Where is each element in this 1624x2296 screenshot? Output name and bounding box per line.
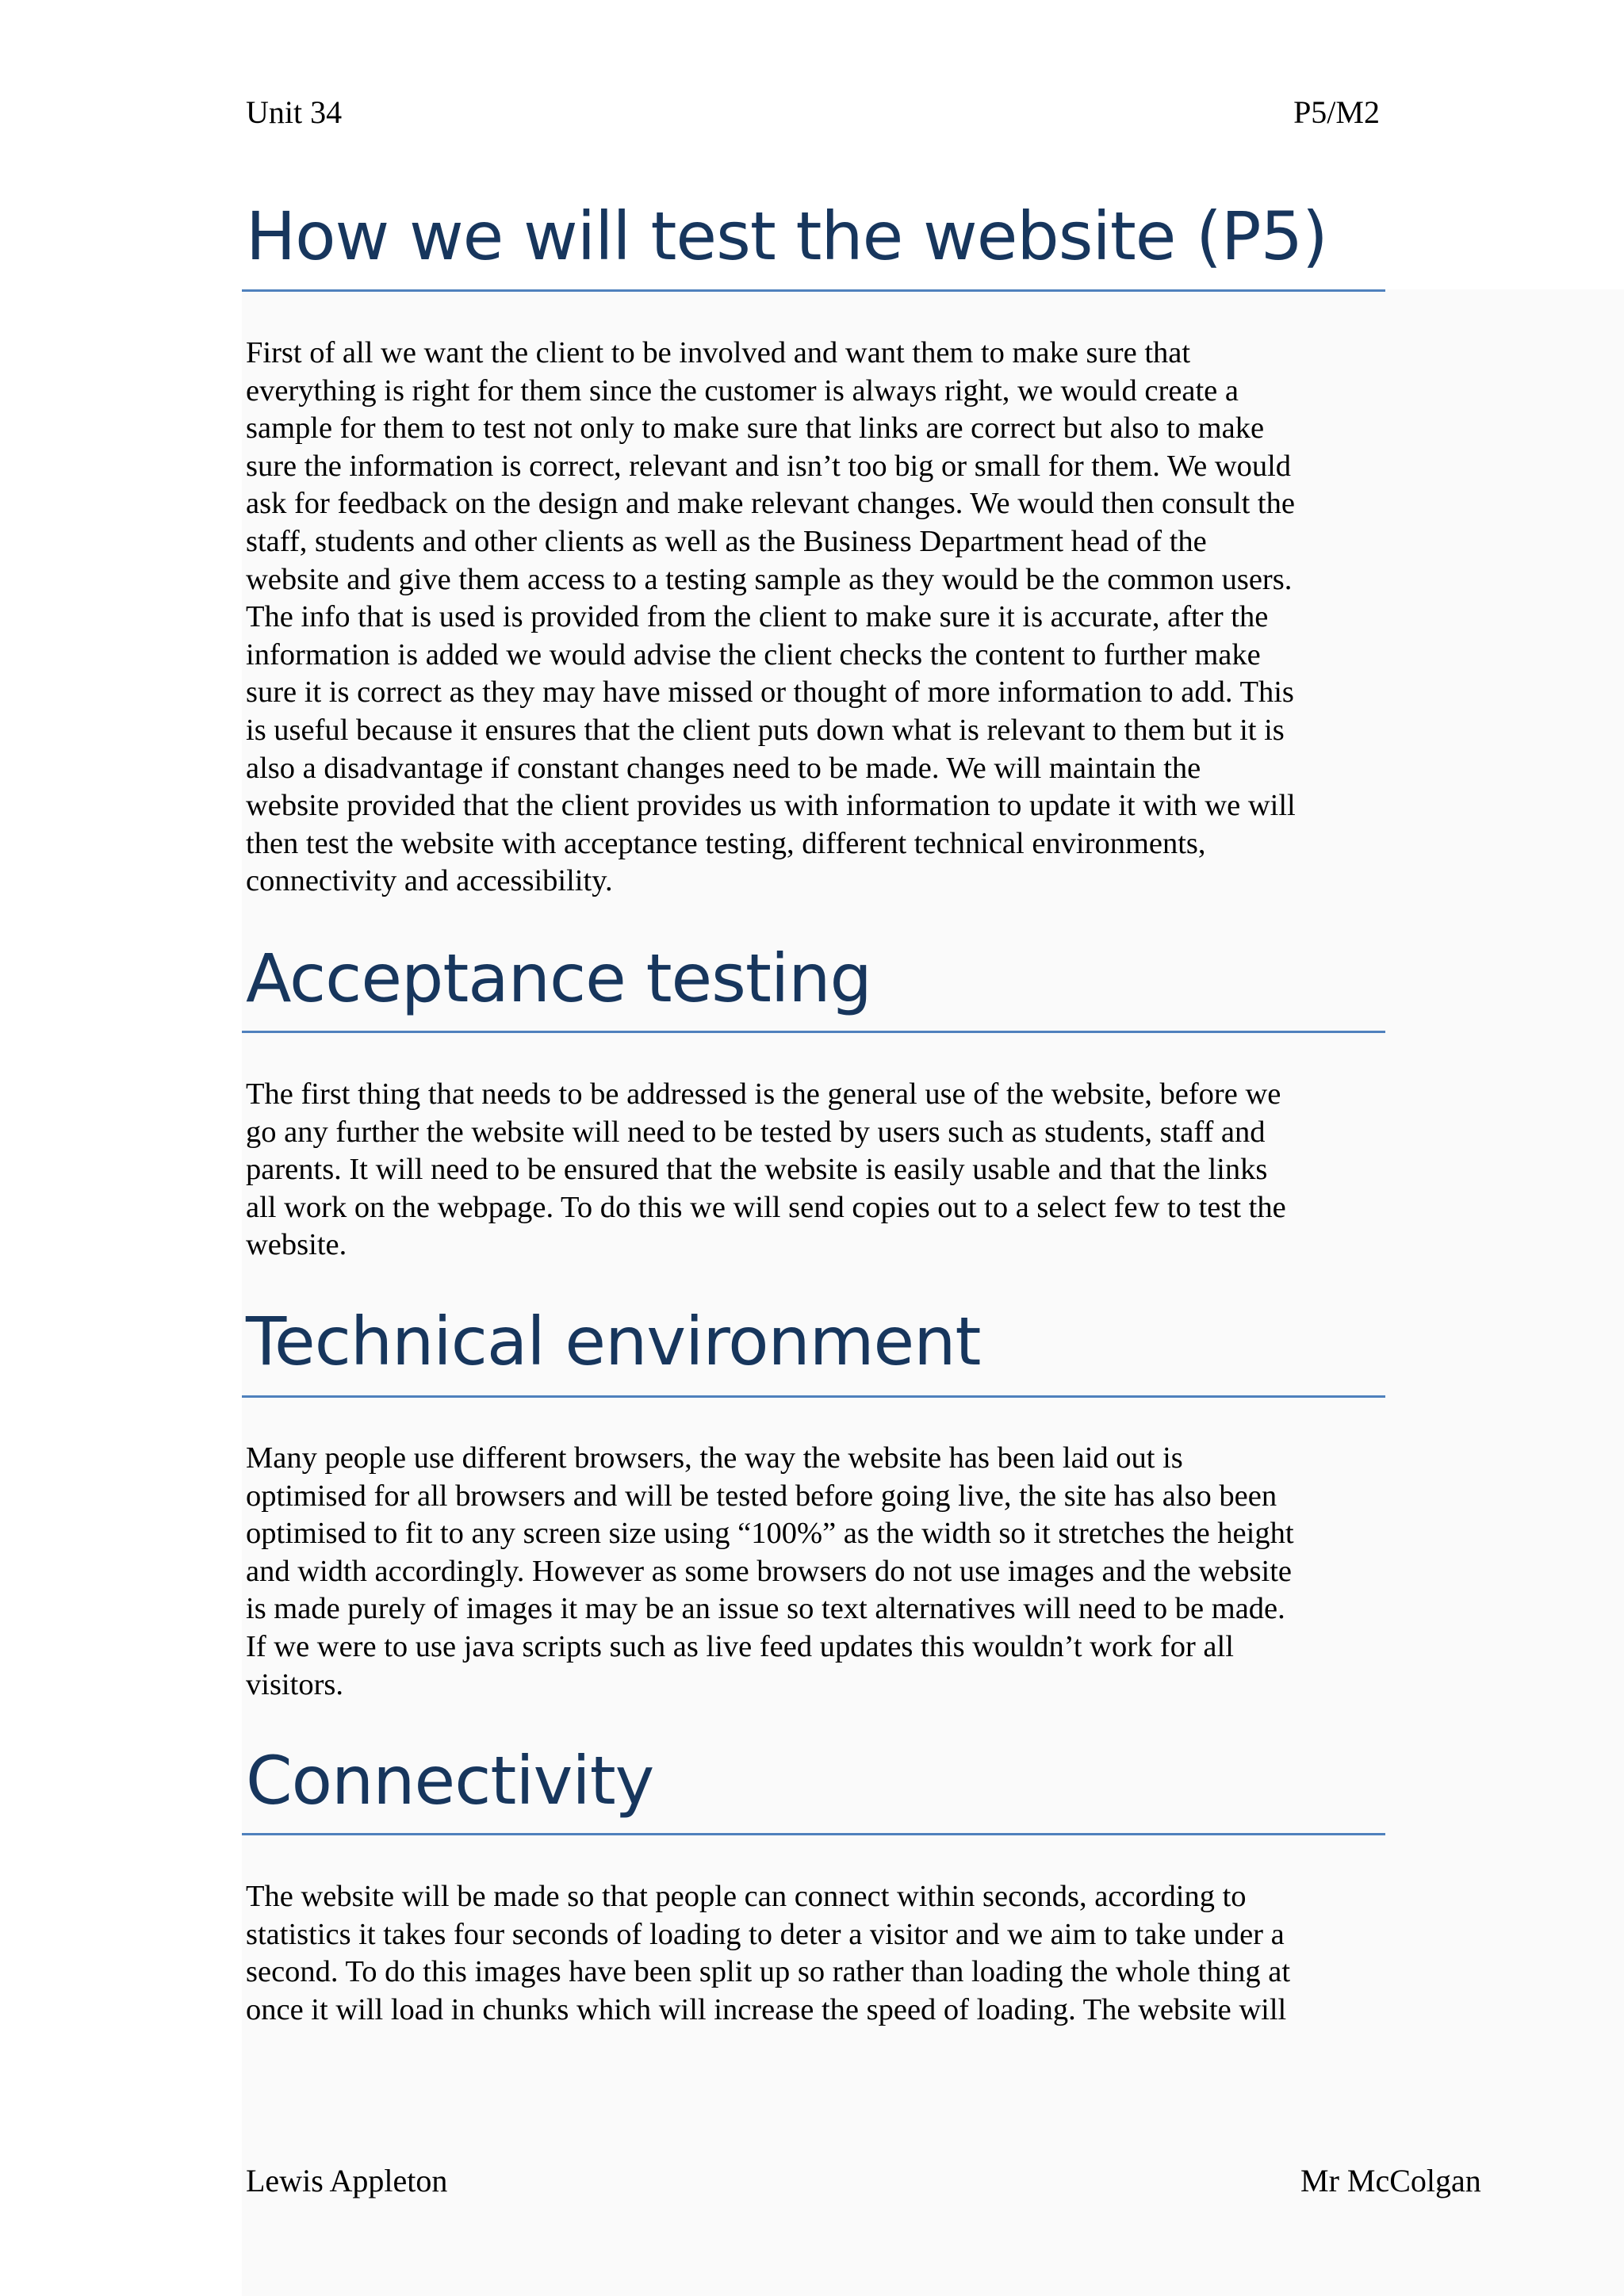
section-heading: Connectivity xyxy=(246,1742,654,1820)
paragraph-line: optimised to fit to any screen size using “100%” as the width so it stretches the height xyxy=(246,1517,1294,1551)
paragraph-line: once it will load in chunks which will increase the speed of loading. The website will xyxy=(246,1992,1287,2026)
header-code: P5/M2 xyxy=(1293,94,1380,130)
header-unit: Unit 34 xyxy=(246,94,343,130)
paragraph-line: The first thing that needs to be addressed is the general use of the website, before we xyxy=(246,1077,1281,1111)
footer-author: Lewis Appleton xyxy=(246,2163,448,2198)
paragraph-line: everything is right for them since the customer is always right, we would create a xyxy=(246,373,1239,408)
paragraph-line: The website will be made so that people can connect within seconds, according to xyxy=(246,1880,1247,1913)
heading-divider xyxy=(242,289,1385,292)
paragraph-line: and width accordingly. However as some browsers do not use images and the website xyxy=(246,1554,1293,1588)
paragraph-line: Many people use different browsers, the way the website has been laid out is xyxy=(246,1441,1183,1475)
paragraph-line: parents. It will need to be ensured that the website is easily usable and that the links xyxy=(246,1153,1268,1187)
paragraph-line: The info that is used is provided from the client to make sure it is accurate, after the xyxy=(246,600,1269,634)
section-paragraph xyxy=(246,1440,1372,1704)
paragraph-line: then test the website with acceptance testing, different technical environments, xyxy=(246,826,1206,860)
section-heading: Acceptance testing xyxy=(246,939,871,1017)
section-paragraph xyxy=(246,1076,1372,1265)
paragraph-line: sample for them to test not only to make sure that links are correct but also to make xyxy=(246,411,1265,446)
paragraph-line: If we were to use java scripts such as live feed updates this wouldn’t work for all xyxy=(246,1629,1234,1663)
paragraph-line: go any further the website will need to be tested by users such as students, staff and xyxy=(246,1115,1266,1149)
paragraph-line: First of all we want the client to be involved and want them to make sure that xyxy=(246,336,1191,369)
section-heading: How we will test the website (P5) xyxy=(246,197,1327,275)
heading-divider xyxy=(242,1833,1385,1835)
paragraph-line: optimised for all browsers and will be tested before going live, the site has also been xyxy=(246,1479,1277,1513)
paragraph-line: sure the information is correct, relevant and isn’t too big or small for them. We would xyxy=(246,449,1292,483)
paragraph-line: is made purely of images it may be an issue so text alternatives will need to be made. xyxy=(246,1592,1285,1626)
paragraph-line: also a disadvantage if constant changes need to be made. We will maintain the xyxy=(246,751,1201,785)
section-paragraph xyxy=(246,1878,1372,2029)
paragraph-line: staff, students and other clients as well as the Business Department head of the xyxy=(246,524,1207,558)
section-heading: Technical environment xyxy=(246,1303,981,1380)
section-paragraph xyxy=(246,335,1372,901)
paragraph-line: connectivity and accessibility. xyxy=(246,864,613,898)
paragraph-line: ask for feedback on the design and make relevant changes. We would then consult the xyxy=(246,487,1295,521)
paragraph-line: all work on the webpage. To do this we will send copies out to a select few to test the xyxy=(246,1190,1286,1224)
paragraph-line: second. To do this images have been split up so rather than loading the whole thing at xyxy=(246,1955,1291,1989)
footer-teacher: Mr McColgan xyxy=(1300,2163,1481,2198)
paragraph-line: website provided that the client provides us with information to update it with we will xyxy=(246,789,1296,823)
paragraph-line: visitors. xyxy=(246,1667,344,1701)
paragraph-line: is useful because it ensures that the client puts down what is relevant to them but it is xyxy=(246,713,1285,747)
paragraph-line: website. xyxy=(246,1228,347,1262)
paragraph-line: statistics it takes four seconds of loading to deter a visitor and we aim to take under a xyxy=(246,1917,1285,1951)
paragraph-line: information is added we would advise the client checks the content to further make xyxy=(246,637,1261,672)
heading-divider xyxy=(242,1395,1385,1398)
heading-divider xyxy=(242,1031,1385,1033)
paragraph-line: website and give them access to a testing sample as they would be the common users. xyxy=(246,562,1293,596)
paragraph-line: sure it is correct as they may have missed or thought of more information to add. This xyxy=(246,675,1294,710)
